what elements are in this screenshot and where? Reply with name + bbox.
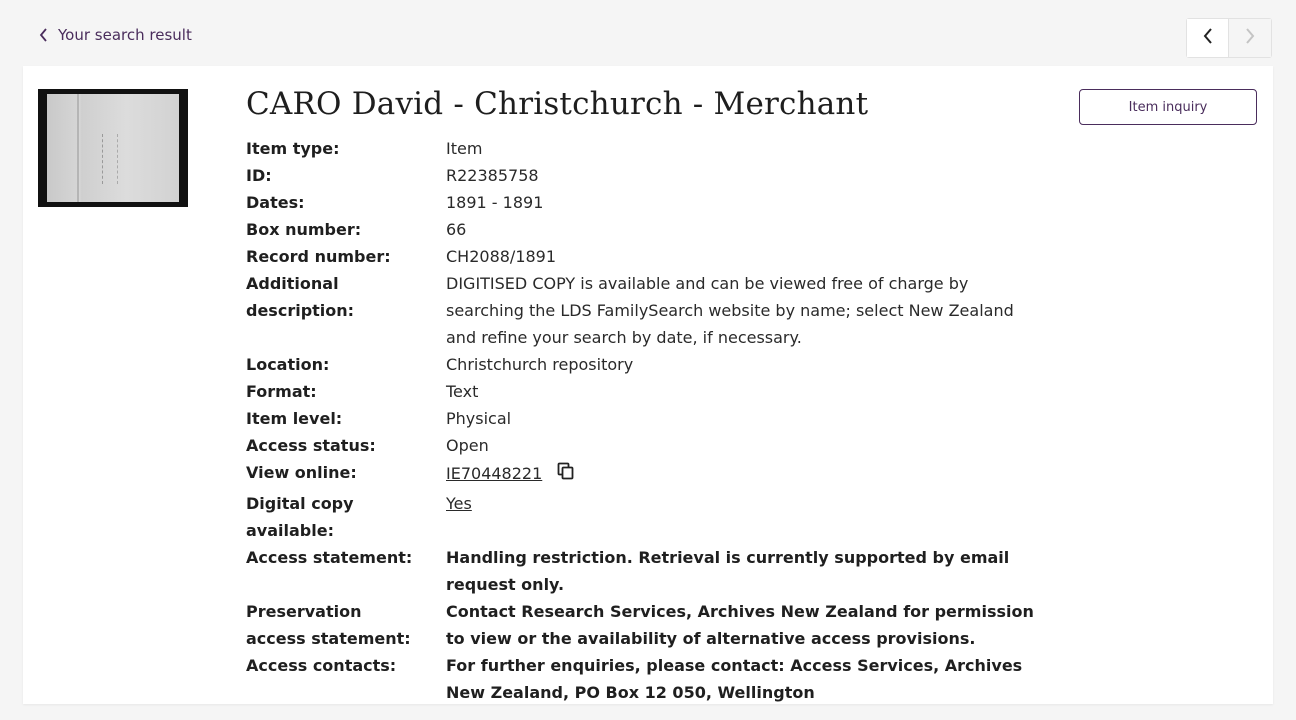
chevron-left-icon (38, 27, 48, 43)
back-link-label: Your search result (58, 26, 192, 44)
document-preview-image (47, 94, 179, 202)
detail-row-id (246, 162, 1046, 189)
detail-label: Format: (246, 382, 317, 401)
view-online-link[interactable]: IE70448221 (446, 464, 543, 483)
detail-row-preservation-access-statement (246, 598, 1046, 652)
chevron-right-icon (1244, 27, 1256, 49)
item-inquiry-button[interactable]: Item inquiry (1079, 89, 1257, 125)
detail-value: Contact Research Services, Archives New Zealand for permission to view or the availability of alternative access provisions. (446, 601, 1034, 648)
detail-row-record-number (246, 243, 1046, 270)
detail-label: Digital copy available: (246, 493, 354, 540)
previous-record-button[interactable] (1187, 19, 1229, 57)
detail-label: Location: (246, 355, 330, 374)
detail-row-additional-description (246, 270, 1046, 351)
detail-row-item-level (246, 405, 1046, 432)
detail-label: View online: (246, 463, 357, 482)
record-pager (1186, 18, 1272, 58)
detail-value (446, 459, 1036, 490)
detail-value: Handling restriction. Retrieval is currently supported by email request only. (446, 547, 1010, 594)
detail-label: Item type: (246, 139, 340, 158)
detail-label: Item level: (246, 409, 343, 428)
detail-row-location (246, 351, 1046, 378)
detail-value: R22385758 (446, 166, 539, 185)
detail-row-view-online (246, 459, 1046, 490)
detail-row-box-number (246, 216, 1046, 243)
detail-label: Additional description: (246, 274, 355, 320)
top-navigation (0, 0, 1296, 66)
detail-value: DIGITISED COPY is available and can be viewed free of charge by searching the LDS FamilySearch website by name; select New Zealand and refine your search by date, if necessary. (446, 274, 1014, 347)
detail-row-access-contacts (246, 652, 1046, 706)
next-record-button[interactable] (1229, 19, 1271, 57)
back-to-search-link[interactable] (38, 26, 192, 44)
detail-label: Dates: (246, 193, 305, 212)
chevron-left-icon (1202, 27, 1214, 49)
detail-row-dates (246, 189, 1046, 216)
detail-value: Christchurch repository (446, 355, 634, 374)
detail-value: Text (446, 382, 479, 401)
detail-row-access-status (246, 432, 1046, 459)
detail-label: Record number: (246, 247, 391, 266)
detail-label: Access status: (246, 436, 376, 455)
record-details-list (246, 135, 1046, 706)
detail-row-item-type (246, 135, 1046, 162)
detail-label: ID: (246, 166, 272, 185)
record-card (23, 66, 1273, 704)
detail-value: Open (446, 436, 489, 455)
detail-value: For further enquiries, please contact: Access Services, Archives New Zealand, PO Box 12 050, Wellington (446, 655, 1023, 702)
copy-icon[interactable] (557, 460, 574, 490)
detail-value: 1891 - 1891 (446, 193, 544, 212)
detail-label: Access statement: (246, 547, 413, 567)
detail-value (446, 490, 1036, 544)
detail-row-digital-copy-available (246, 490, 1046, 544)
digital-copy-link[interactable]: Yes (446, 493, 472, 513)
detail-row-format (246, 378, 1046, 405)
detail-value: CH2088/1891 (446, 247, 557, 266)
detail-value: Item (446, 139, 483, 158)
detail-label: Access contacts: (246, 655, 397, 675)
detail-label: Preservation access statement: (246, 601, 411, 648)
record-title: CARO David - Christchurch - Merchant (246, 86, 869, 122)
detail-label: Box number: (246, 220, 362, 239)
detail-row-access-statement (246, 544, 1046, 598)
detail-value: Physical (446, 409, 512, 428)
record-thumbnail[interactable] (38, 89, 188, 207)
detail-value: 66 (446, 220, 467, 239)
